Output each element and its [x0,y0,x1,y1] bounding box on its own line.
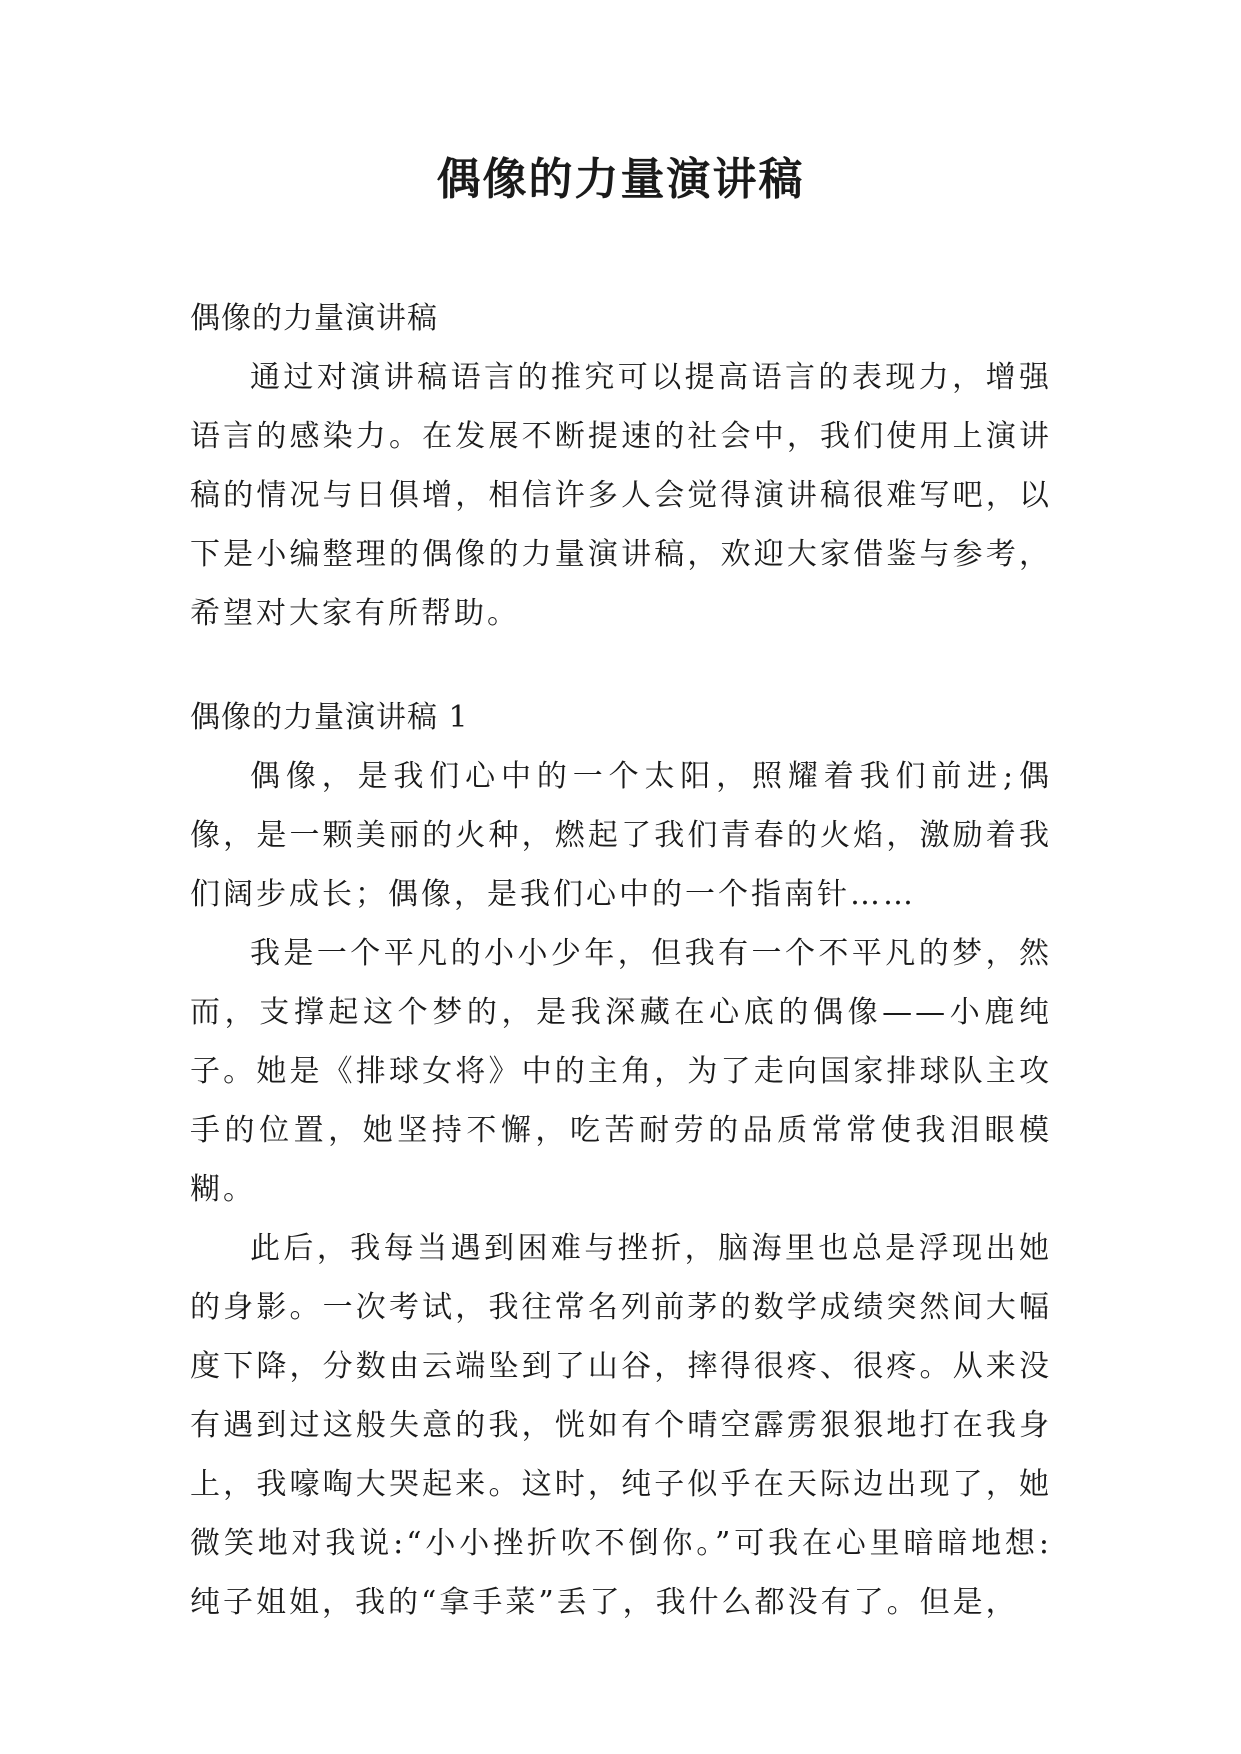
document-subtitle: 偶像的力量演讲稿 [190,301,438,336]
body-paragraph: 偶像，是我们心中的一个太阳，照耀着我们前进;偶像，是一颗美丽的火种，燃起了我们青春的火焰，激励着我们阔步成长；偶像，是我们心中的一个指南针…… [190,759,1052,912]
document-title: 偶像的力量演讲稿 [436,154,805,205]
body-paragraph: 此后，我每当遇到困难与挫折，脑海里也总是浮现出她的身影。一次考试，我往常名列前茅的数学成绩突然间大幅度下降，分数由云端坠到了山谷，摔得很疼、很疼。从来没有遇到过这般失意的我，恍如有个晴空霹雳狠狠地打在我身上，我嚎啕大哭起来。这时，纯子似乎在天际边出现了，她微笑地对我说:“小小挫折吹不倒你。”可我在心里暗暗地想:纯子姐姐，我的“拿手菜”丢了，我什么都没有了。但是， [190,1231,1052,1620]
body-paragraph: 我是一个平凡的小小少年，但我有一个不平凡的梦，然而，支撑起这个梦的，是我深藏在心底的偶像——小鹿纯子。她是《排球女将》中的主角，为了走向国家排球队主攻手的位置，她坚持不懈，吃苦耐劳的品质常常使我泪眼模糊。 [190,936,1052,1207]
document-body [190,290,1052,1632]
intro-paragraph: 通过对演讲稿语言的推究可以提高语言的表现力，增强语言的感染力。在发展不断提速的社会中，我们使用上演讲稿的情况与日俱增，相信许多人会觉得演讲稿很难写吧，以下是小编整理的偶像的力量演讲稿，欢迎大家借鉴与参考，希望对大家有所帮助。 [190,360,1052,631]
section-heading: 偶像的力量演讲稿 1 [190,700,469,735]
